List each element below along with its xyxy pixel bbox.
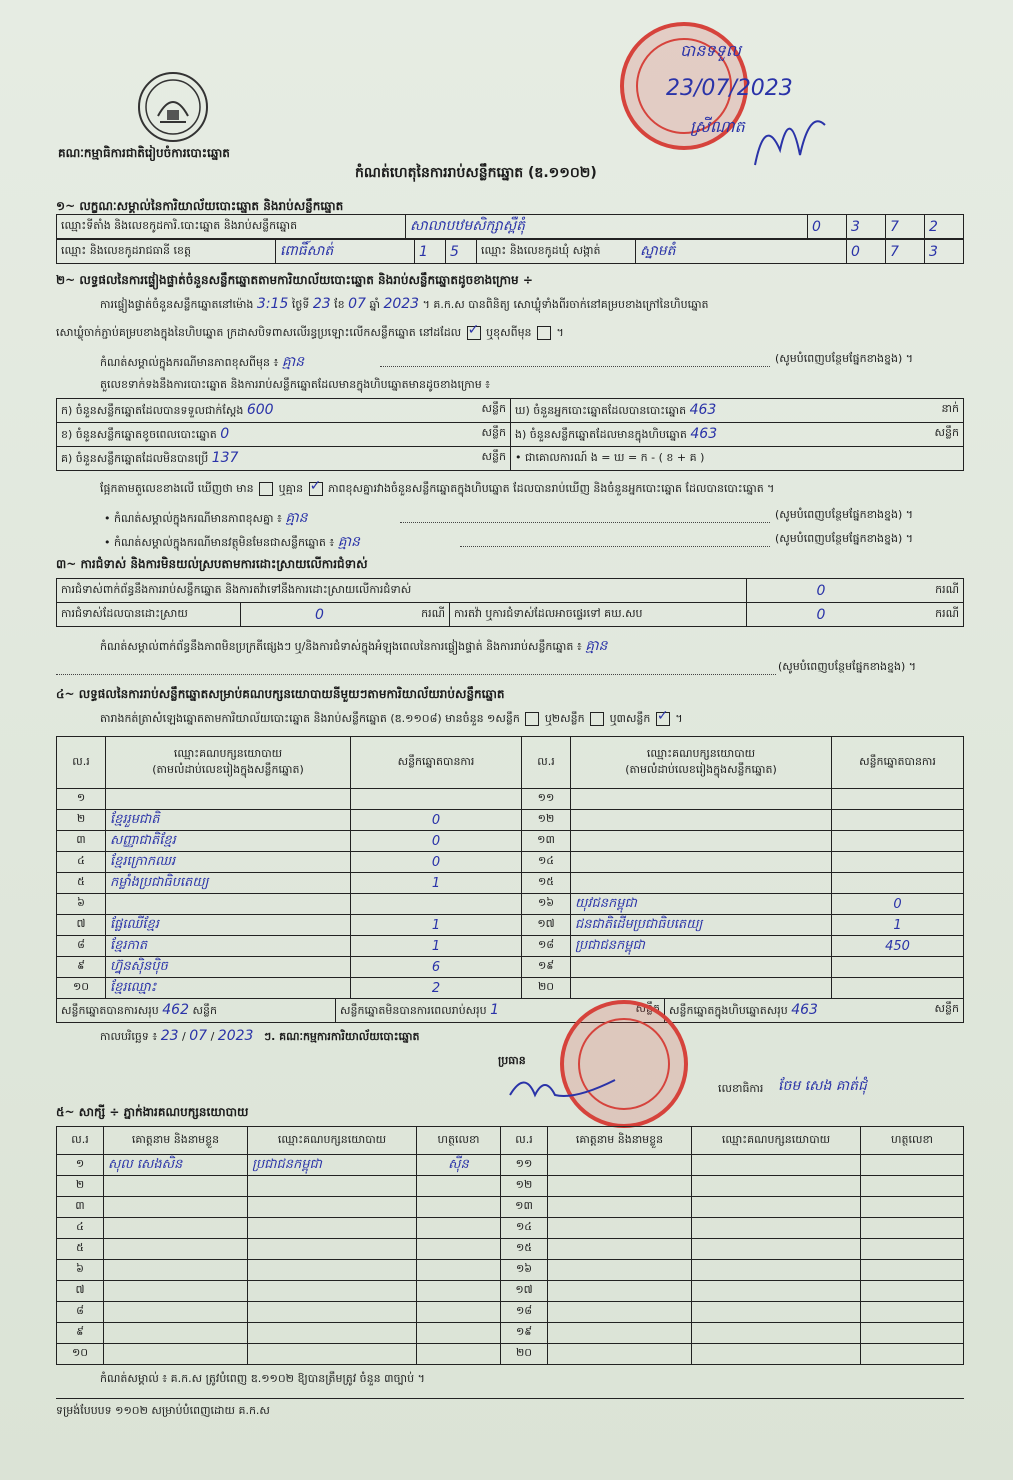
s5-footnote: កំណត់សម្គាល់ ៖ គ.ក.ស ត្រូវបំពេញ ឌ.១១០២ ឱ្យបានត្រឹមត្រូវ ចំនួន ៣ច្បាប់ ។ xyxy=(100,1372,425,1385)
witness-party xyxy=(248,1281,417,1302)
witness-party xyxy=(248,1260,417,1281)
witness-number: ១៩ xyxy=(501,1323,548,1344)
witness-party xyxy=(248,1218,417,1239)
witness-signature xyxy=(417,1197,501,1218)
s1-table-row2 xyxy=(56,239,964,264)
form-footer: ទម្រង់បែបបទ ១១០២ សម្រាប់បំពេញដោយ គ.ក.ស xyxy=(56,1404,270,1417)
receiver-signature xyxy=(745,95,835,175)
party-name: ហ្វ៊ុនស៊ិនប៉ិច xyxy=(106,957,351,978)
voters-count: 463 xyxy=(689,401,717,418)
witness-number: ៦ xyxy=(57,1260,104,1281)
check-day: 23 xyxy=(312,296,331,312)
unused-ballots: 137 xyxy=(211,449,239,466)
party-votes xyxy=(832,873,964,894)
s1-code-4: 2 xyxy=(925,215,964,239)
party-name: ផ្លែឈើខ្មែរ xyxy=(106,915,351,936)
figures-row: ក) ចំនួនសន្លឹកឆ្នោតដែលបានទទួលជាក់ស្តែង 600 សន្លឹក ឃ) ចំនួនអ្នកបោះឆ្នោតដែលបានបោះឆ្នោត 463 នាក់ xyxy=(57,399,964,423)
witness-number: ១៥ xyxy=(501,1239,548,1260)
result-row xyxy=(57,789,964,810)
party-number: ៥ xyxy=(57,873,106,894)
witness-number: ២ xyxy=(57,1176,104,1197)
witness-row xyxy=(57,1281,964,1302)
witness-number: ១២ xyxy=(501,1176,548,1197)
party-number: ២០ xyxy=(522,978,571,999)
s1-row1-label: ឈ្មោះទីតាំង និងលេខកូដការិ.បោះឆ្នោត និងរាប់សន្លឹកឆ្នោត xyxy=(57,215,406,239)
witness-row xyxy=(57,1260,964,1281)
party-votes xyxy=(832,852,964,873)
witness-party xyxy=(248,1197,417,1218)
witness-row xyxy=(57,1197,964,1218)
party-votes: 0 xyxy=(351,831,522,852)
party-number: ១៩ xyxy=(522,957,571,978)
witness-name xyxy=(104,1323,248,1344)
witness-party xyxy=(692,1281,861,1302)
witness-name xyxy=(548,1155,692,1176)
witness-party xyxy=(248,1323,417,1344)
emblem-icon xyxy=(140,74,206,140)
witness-party xyxy=(692,1197,861,1218)
s2-heading: ២~ លទ្ធផលនៃការផ្ទៀងផ្ទាត់ចំនួនសន្លឹកឆ្នោតតាមការិយាល័យបោះឆ្នោត និងរាប់សន្លឹកឆ្នោតដូចខាងក្រោម ÷ xyxy=(56,273,533,287)
witness-party xyxy=(692,1302,861,1323)
party-name: ខ្មែរឈ្មោះ xyxy=(106,978,351,999)
party-name xyxy=(106,894,351,915)
witness-signature xyxy=(861,1302,964,1323)
witness-signature xyxy=(417,1260,501,1281)
s4-results-table: ល.រ ឈ្មោះគណបក្សនយោបាយ (តាមលំដាប់លេខរៀងក្នុងសន្លឹកឆ្នោត) សន្លឹកឆ្នោតបានការ ល.រ ឈ្មោះគណបក្សនយោបាយ (តាមលំដាប់លេខរៀងក្នុងសន្លឹកឆ្នោត) សន្លឹកឆ្នោតបានការ ១ ១១ ២ ខ្មែររួមជាតិ 0 ១២ ៣ សញ្ញាជាតិខ្មែរ 0 ១៣ ៤ ខ្មែរក្រោកឈរ 0 ១៤ ៥ កម្លាំងប្រជាធិបតេយ្យ 1 ១៥ ៦ ១៦ យុវជនកម្ពុជា 0 ៧ ផ្លែឈើខ្មែរ 1 ១៧ ជនជាតិដើមប្រជាធិបតេយ្យ 1 ៨ ខ្មែរកាត 1 ១៨ ប្រជាជនកម្ពុជា 450 ៩ ហ្វ៊ុនស៊ិនប៉ិច 6 ១៩ ១០ ខ្មែរឈ្មោះ 2 ២០ xyxy=(56,736,964,999)
s1-row2-code2c: 3 xyxy=(925,240,964,264)
witness-signature xyxy=(861,1155,964,1176)
three-sheets-checkbox[interactable] xyxy=(656,712,670,726)
party-number: ៤ xyxy=(57,852,106,873)
party-votes: 1 xyxy=(351,936,522,957)
witness-number: ១៦ xyxy=(501,1260,548,1281)
witness-signature xyxy=(861,1281,964,1302)
s5-witness-table: ល.រ គោត្តនាម និងនាមខ្លួន ឈ្មោះគណបក្សនយោបាយ ហត្ថលេខា ល.រ គោត្តនាម និងនាមខ្លួន ឈ្មោះគណបក្សនយោបាយ ហត្ថលេខា ១ សុល សេងសិន ប្រជាជនកម្ពុជា ស៊ីន ១១ ២ ១២ ៣ ១៣ ៤ ១៤ ៥ ១៥ ៦ ១៦ ៧ ១៧ ៨ ១៨ ៩ ១៩ ១០ ២០ xyxy=(56,1126,964,1365)
s2-paragraph2: សោឃ្លុំចាក់ភ្ជាប់គម្របខាងក្នុងនៃហិបឆ្នោត ក្រដាសបិទពាសលើរន្ធប្រឡោះលើកសន្លឹកឆ្នោត នៅដដែល ✓ ឬខុសពីមុន ។ xyxy=(56,326,564,342)
two-sheets-checkbox[interactable] xyxy=(590,712,604,726)
party-name: សញ្ញាជាតិខ្មែរ xyxy=(106,831,351,852)
result-row xyxy=(57,831,964,852)
witness-number: ៤ xyxy=(57,1218,104,1239)
party-name: ខ្មែរក្រោកឈរ xyxy=(106,852,351,873)
party-number: ៣ xyxy=(57,831,106,852)
party-number: ១៥ xyxy=(522,873,571,894)
result-row xyxy=(57,894,964,915)
witness-party xyxy=(692,1323,861,1344)
different-checkbox[interactable] xyxy=(537,326,551,340)
witness-signature xyxy=(861,1239,964,1260)
party-name xyxy=(571,873,832,894)
party-number: ១៨ xyxy=(522,936,571,957)
total-invalid: 1 xyxy=(490,1001,500,1018)
party-number: ១១ xyxy=(522,789,571,810)
party-name: ខ្មែររួមជាតិ xyxy=(106,810,351,831)
s1-table xyxy=(56,214,964,239)
witness-name xyxy=(104,1260,248,1281)
party-votes xyxy=(832,810,964,831)
chair-label: ប្រធាន xyxy=(498,1054,526,1067)
witness-name xyxy=(548,1218,692,1239)
check-time: 3:15 xyxy=(256,296,289,312)
has-difference-checkbox[interactable] xyxy=(259,482,273,496)
witness-name xyxy=(548,1344,692,1365)
party-number: ៨ xyxy=(57,936,106,957)
s2-note3: • កំណត់សម្គាល់ក្នុងករណីមានវត្ថុមិនមែនជាសន្លឹកឆ្នោត ៖ គ្មាន xyxy=(104,534,360,550)
witness-row xyxy=(57,1155,964,1176)
witness-party xyxy=(248,1176,417,1197)
s1-code-2: 3 xyxy=(847,215,886,239)
party-votes: 2 xyxy=(351,978,522,999)
check-year: 2023 xyxy=(383,296,420,312)
witness-number: ១០ xyxy=(57,1344,104,1365)
party-votes: 1 xyxy=(832,915,964,936)
witness-signature xyxy=(417,1218,501,1239)
result-row xyxy=(57,810,964,831)
witness-party xyxy=(692,1176,861,1197)
party-name: ជនជាតិដើមប្រជាធិបតេយ្យ xyxy=(571,915,832,936)
party-name: ខ្មែរកាត xyxy=(106,936,351,957)
party-votes: 1 xyxy=(351,873,522,894)
party-name: យុវជនកម្ពុជា xyxy=(571,894,832,915)
witness-name xyxy=(548,1239,692,1260)
check-month: 07 xyxy=(348,296,366,312)
same-checkbox[interactable] xyxy=(467,326,481,340)
figures-row: គ) ចំនួនសន្លឹកឆ្នោតដែលមិនបានប្រើ 137 សន្លឹក • ជាគោលការណ៍ ង = ឃ = ក - ( ខ + គ ) xyxy=(57,447,964,471)
s1-row2-code2a: 0 xyxy=(847,240,886,264)
party-number: ១៦ xyxy=(522,894,571,915)
witness-signature xyxy=(417,1281,501,1302)
s1-row1-value: សាលាបឋមសិក្សាស្ពឺតុំ xyxy=(410,218,526,234)
received-label: បានទទួល xyxy=(680,41,741,60)
witness-name xyxy=(104,1302,248,1323)
s2-note1: កំណត់សម្គាល់ក្នុងករណីមានភាពខុសពីមុន ៖ គ្មាន xyxy=(100,354,305,370)
party-number: ១៧ xyxy=(522,915,571,936)
witness-name xyxy=(548,1176,692,1197)
secretary-signature: ចែម សេង គាត់ជុំ xyxy=(778,1078,867,1094)
ballots-in-box: 463 xyxy=(690,425,718,442)
witness-number: ៣ xyxy=(57,1197,104,1218)
received-name: ស្រីណាត xyxy=(690,117,745,136)
party-votes xyxy=(351,789,522,810)
witness-number: ៥ xyxy=(57,1239,104,1260)
party-votes: 1 xyxy=(351,915,522,936)
party-votes: 6 xyxy=(351,957,522,978)
witness-signature xyxy=(861,1218,964,1239)
party-name xyxy=(106,789,351,810)
s1-code-1: 0 xyxy=(808,215,847,239)
witness-name xyxy=(548,1302,692,1323)
s4-date: កាលបរិច្ឆេទ ៖ 23 / 07 / 2023 ៗ. គណៈកម្មការការិយាល័យបោះឆ្នោត xyxy=(100,1028,420,1044)
witness-party xyxy=(248,1344,417,1365)
witness-row xyxy=(57,1302,964,1323)
witness-name xyxy=(548,1323,692,1344)
party-name: ប្រជាជនកម្ពុជា xyxy=(571,936,832,957)
form-title: កំណត់ហេតុនៃការរាប់សន្លឹកឆ្នោត (ឌ.១១០២) xyxy=(355,165,597,181)
spoiled-ballots: 0 xyxy=(220,425,230,442)
witness-name xyxy=(104,1218,248,1239)
party-votes xyxy=(832,789,964,810)
witness-number: ១៨ xyxy=(501,1302,548,1323)
chair-signature xyxy=(505,1065,625,1110)
party-number: ៩ xyxy=(57,957,106,978)
witness-row xyxy=(57,1344,964,1365)
total-in-box: 463 xyxy=(791,1001,818,1018)
secretary-label: លេខាធិការ xyxy=(718,1082,764,1095)
party-name xyxy=(571,810,832,831)
no-difference-checkbox[interactable] xyxy=(309,482,323,496)
party-name xyxy=(571,957,832,978)
witness-party xyxy=(248,1302,417,1323)
party-votes: 0 xyxy=(832,894,964,915)
party-votes: 450 xyxy=(832,936,964,957)
witness-signature xyxy=(417,1239,501,1260)
s2-note3-value: គ្មាន xyxy=(337,534,360,550)
witness-number: ១ xyxy=(57,1155,104,1176)
witness-number: ១១ xyxy=(501,1155,548,1176)
s2-note2-value: គ្មាន xyxy=(285,510,308,526)
party-number: ២ xyxy=(57,810,106,831)
received-ballots: 600 xyxy=(246,401,274,418)
party-number: ១ xyxy=(57,789,106,810)
s2-paragraph4: ផ្អែកតាមតួលេខខាងលើ ឃើញថា មាន ឬគ្មាន ✓ ភាពខុសគ្នារវាងចំនួនសន្លឹកឆ្នោតក្នុងហិបឆ្នោត ដែលបានរាប់ឃើញ និងចំនួនអ្នកបោះឆ្នោត ដែលបានបោះឆ្នោត ។ xyxy=(100,482,774,498)
witness-signature xyxy=(417,1344,501,1365)
witness-name xyxy=(104,1344,248,1365)
witness-number: ១៣ xyxy=(501,1197,548,1218)
witness-name xyxy=(548,1281,692,1302)
witness-signature xyxy=(861,1260,964,1281)
s4-totals: សន្លឹកឆ្នោតបានការសរុប 462 សន្លឹក សន្លឹកឆ្នោតមិនបានការពេលរាប់សរុប 1 សន្លឹក សន្លឹកឆ្នោតក្នុងហិបឆ្នោតសរុប 463 សន្លឹក xyxy=(56,998,964,1023)
referred-count: 0 xyxy=(747,603,896,627)
witness-row xyxy=(57,1323,964,1344)
witness-row xyxy=(57,1218,964,1239)
witness-signature: ស៊ីន xyxy=(417,1155,501,1176)
witness-number: ២០ xyxy=(501,1344,548,1365)
witness-signature xyxy=(417,1176,501,1197)
s1-row2-value1: ពោធិ៍សាត់ xyxy=(276,240,415,264)
form-page: គណៈកម្មាធិការជាតិរៀបចំការបោះឆ្នោត កំណត់ហេតុនៃការរាប់សន្លឹកឆ្នោត (ឌ.១១០២) បានទទួល 23/07/2023 ស្រីណាត ១~ លក្ខណៈសម្គាល់នៃការិយាល័យបោះឆ្នោត និងរាប់សន្លឹកឆ្នោត ឈ្មោះទីតាំង និងលេខកូដការិ.បោះឆ្នោត និងរាប់សន្លឹកឆ្នោត សាលាបឋមសិក្សាស្ពឺតុំ 0 3 7 2 ឈ្មោះ និងលេខកូដរាជធានី ខេត្ត ពោធិ៍សាត់ 1 5 ឈ្មោះ និងលេខកូដឃុំ សង្កាត់ ស្នាមតំ 0 7 3 ២~ លទ្ធផលនៃការផ្ទៀងផ្ទាត់ចំនួនសន្លឹកឆ្នោតតាមការិយាល័យបោះឆ្នោត និងរាប់សន្លឹកឆ្នោតដូចខាងក្រោម ÷ ការផ្ទៀងផ្ទាត់ចំនួនសន្លឹកឆ្នោតនៅម៉ោង 3:15 ថ្ងៃទី 23 ខែ 07 ឆ្នាំ 2023 ។ គ.ក.ស បានពិនិត្យ សោឃ្លុំទាំងពីរចាក់នៅគម្របខាងក្រៅនៃហិបឆ្នោត សោឃ្លុំចាក់ភ្ជាប់គម្របខាងក្នុងនៃហិបឆ្នោត ក្រដាសបិទពាសលើរន្ធប្រឡោះលើកសន្លឹកឆ្នោត នៅដដែល ✓ ឬខុសពីមុន ។ កំណត់សម្គាល់ក្នុងករណីមានភាពខុសពីមុន ៖ គ្មាន (សូមបំពេញបន្ថែមផ្នែកខាងខ្នង) ។ តួលេខទាក់ទងនឹងការបោះឆ្នោត និងការរាប់សន្លឹកឆ្នោតដែលមានក្នុងហិបឆ្នោតមានដូចខាងក្រោម ៖ ក) ចំនួនសន្លឹកឆ្នោតដែលបានទទួលជាក់ស្តែង 600 សន្លឹក ឃ) ចំនួនអ្នកបោះឆ្នោតដែលបានបោះឆ្នោត 463 នាក់ ខ) ចំនួនសន្លឹកឆ្នោតខូចពេលបោះឆ្នោត 0 សន្លឹក ង) ចំនួនសន្លឹកឆ្នោតដែលមានក្នុងហិបឆ្នោត 463 សន្លឹក គ) ចំនួនសន្លឹកឆ្នោតដែលមិនបានប្រើ 137 សន្លឹក • ជាគោលការណ៍ ង = ឃ = ក - ( ខ + គ ) ផ្អែកតាមតួលេខខាងលើ ឃើញថា មាន ឬគ្មាន ✓ ភាពខុសគ្នារវាងចំនួនសន្លឹកឆ្នោតក្នុងហិបឆ្នោត ដែលបានរាប់ឃើញ និងចំនួនអ្នកបោះឆ្នោត ដែលបានបោះឆ្នោត ។ • កំណត់សម្គាល់ក្នុងករណីមានភាពខុសគ្នា ៖ គ្មាន (សូមបំពេញបន្ថែមផ្នែកខាងខ្នង) ។ • កំណត់សម្គាល់ក្នុងករណីមានវត្ថុមិនមែនជាសន្លឹកឆ្នោត ៖ គ្មាន (សូមបំពេញបន្ថែមផ្នែកខាងខ្នង) ។ ៣~ ការជំទាស់ និងការមិនយល់ស្របតាមការដោះស្រាយលើការជំទាស់ ការជំទាស់ពាក់ព័ន្ធនឹងការរាប់សន្លឹកឆ្នោត និងការតវ៉ាទៅនឹងការដោះស្រាយលើការជំទាស់ 0 ករណី ការជំទាស់ដែលបានដោះស្រាយ 0 ករណី ការតវ៉ា ឬការជំទាស់ដែលអាចផ្ទេរទៅ គឃ.សប 0 ករណី កំណត់សម្គាល់ពាក់ព័ន្ធនឹងភាពមិនប្រក្រតីផ្សេងៗ ឬ/និងការជំទាស់ក្នុងអំឡុងពេលនៃការផ្ទៀងផ្ទាត់ និងការរាប់សន្លឹកឆ្នោត ៖ គ្មាន (សូមបំពេញបន្ថែមផ្នែកខាងខ្នង) ។ ៤~ លទ្ធផលនៃការរាប់សន្លឹកឆ្នោតសម្រាប់គណបក្សនយោបាយនីមួយៗតាមការិយាល័យរាប់សន្លឹកឆ្នោត តារាងកត់ត្រាសំឡេងឆ្នោតតាមការិយាល័យបោះឆ្នោត និងរាប់សន្លឹកឆ្នោត (ឌ.១១០៨) មានចំនួន ១សន្លឹក ឬ២សន្លឹក ឬ៣សន្លឹក ✓ ។ ល.រ ឈ្មោះគណបក្សនយោបាយ (តាមលំដាប់លេខរៀងក្នុងសន្លឹកឆ្នោត) សន្លឹកឆ្នោតបានការ ល.រ ឈ្មោះគណបក្សនយោបាយ (តាមលំដាប់លេខរៀងក្នុងសន្លឹកឆ្នោត) សន្លឹកឆ្នោតបានការ ១ ១១ ២ ខ្មែររួមជាតិ 0 ១២ ៣ សញ្ញាជាតិខ្មែរ 0 ១៣ ៤ ខ្មែរក្រោកឈរ 0 ១៤ ៥ កម្លាំងប្រជាធិបតេយ្យ 1 ១៥ ៦ ១៦ យុវជនកម្ពុជា 0 ៧ ផ្លែឈើខ្មែរ 1 ១៧ ជនជាតិដើមប្រជាធិបតេយ្យ 1 ៨ ខ្មែរកាត 1 ១៨ ប្រជាជនកម្ពុជា 450 ៩ ហ្វ៊ុនស៊ិនប៉ិច 6 ១៩ ១០ ខ្មែរឈ្មោះ 2 ២០ សន្លឹកឆ្នោតបានការសរុប 462 សន្លឹក សន្លឹកឆ្នោតមិនបានការពេលរាប់សរុប 1 សន្លឹក សន្លឹកឆ្នោតក្នុងហិបឆ្នោតសរុប 463 សន្លឹក កាលបរិច្ឆេទ ៖ 23 / 07 / 2023 ៗ. គណៈកម្មការការិយាល័យបោះឆ្នោត ប្រធាន លេខាធិការ ចែម សេង គាត់ជុំ ៥~ សាក្សី ÷ ភ្នាក់ងារគណបក្សនយោបាយ ល.រ គោត្តនាម និងនាមខ្លួន ឈ្មោះគណបក្សនយោបាយ ហត្ថលេខា ល.រ គោត្តនាម និងនាមខ្លួន ឈ្មោះគណបក្សនយោបាយ ហត្ថលេខា ១ សុល សេងសិន ប្រជាជនកម្ពុជា ស៊ីន ១១ ២ ១២ ៣ ១៣ ៤ ១៤ ៥ ១៥ ៦ ១៦ ៧ ១៧ ៨ ១៨ ៩ ១៩ ១០ ២០ កំណត់សម្គាល់ ៖ គ.ក.ស ត្រូវបំពេញ ឌ.១១០២ ឱ្យបានត្រឹមត្រូវ ចំនួន ៣ច្បាប់ ។ ទម្រង់បែបបទ ១១០២ សម្រាប់បំពេញដោយ គ.ក.ស xyxy=(0,0,1013,1480)
party-number: ១៤ xyxy=(522,852,571,873)
witness-name xyxy=(104,1239,248,1260)
s1-row2-label1: ឈ្មោះ និងលេខកូដរាជធានី ខេត្ត xyxy=(57,240,276,264)
witness-signature xyxy=(417,1323,501,1344)
one-sheet-checkbox[interactable] xyxy=(525,712,539,726)
s2-note1-value: គ្មាន xyxy=(281,354,305,370)
witness-number: ១៧ xyxy=(501,1281,548,1302)
result-row xyxy=(57,852,964,873)
s2-figures-table xyxy=(56,398,964,471)
witness-name xyxy=(104,1281,248,1302)
s1-row2-code2b: 7 xyxy=(886,240,925,264)
org-name: គណៈកម្មាធិការជាតិរៀបចំការបោះឆ្នោត xyxy=(58,146,230,160)
party-name: កម្លាំងប្រជាធិបតេយ្យ xyxy=(106,873,351,894)
witness-party xyxy=(692,1260,861,1281)
s3-heading: ៣~ ការជំទាស់ និងការមិនយល់ស្របតាមការដោះស្រាយលើការជំទាស់ xyxy=(56,557,368,571)
result-row xyxy=(57,957,964,978)
witness-party xyxy=(248,1239,417,1260)
s3-note-value: គ្មាន xyxy=(585,638,608,654)
s1-row2-label2: ឈ្មោះ និងលេខកូដឃុំ សង្កាត់ xyxy=(477,240,636,264)
party-votes xyxy=(351,894,522,915)
party-name xyxy=(571,852,832,873)
result-row xyxy=(57,936,964,957)
s2-paragraph3: តួលេខទាក់ទងនឹងការបោះឆ្នោត និងការរាប់សន្លឹកឆ្នោតដែលមានក្នុងហិបឆ្នោតមានដូចខាងក្រោម ៖ xyxy=(100,378,491,391)
party-votes xyxy=(832,831,964,852)
nec-logo xyxy=(138,72,208,142)
party-votes: 0 xyxy=(351,810,522,831)
witness-number: ១៤ xyxy=(501,1218,548,1239)
party-number: ៧ xyxy=(57,915,106,936)
total-valid: 462 xyxy=(162,1001,189,1018)
party-votes xyxy=(832,957,964,978)
party-votes xyxy=(832,978,964,999)
s1-row2-code1a: 1 xyxy=(415,240,446,264)
party-name xyxy=(571,831,832,852)
witness-signature xyxy=(417,1302,501,1323)
s3-note: កំណត់សម្គាល់ពាក់ព័ន្ធនឹងភាពមិនប្រក្រតីផ្សេងៗ ឬ/និងការជំទាស់ក្នុងអំឡុងពេលនៃការផ្ទៀងផ្ទាត់ និងការរាប់សន្លឹកឆ្នោត ៖ គ្មាន xyxy=(100,638,608,654)
s1-row2-code1b: 5 xyxy=(446,240,477,264)
s1-code-3: 7 xyxy=(886,215,925,239)
result-row xyxy=(57,915,964,936)
objections-count: 0 xyxy=(747,579,896,603)
witness-row xyxy=(57,1239,964,1260)
witness-party xyxy=(692,1155,861,1176)
witness-signature xyxy=(861,1344,964,1365)
party-name xyxy=(571,978,832,999)
received-date: 23/07/2023 xyxy=(666,76,793,101)
witness-party xyxy=(692,1344,861,1365)
party-number: ១០ xyxy=(57,978,106,999)
s4-heading: ៤~ លទ្ធផលនៃការរាប់សន្លឹកឆ្នោតសម្រាប់គណបក្សនយោបាយនីមួយៗតាមការិយាល័យរាប់សន្លឹកឆ្នោត xyxy=(56,687,505,701)
witness-name xyxy=(104,1176,248,1197)
party-number: ១២ xyxy=(522,810,571,831)
s2-note2: • កំណត់សម្គាល់ក្នុងករណីមានភាពខុសគ្នា ៖ គ្មាន xyxy=(104,510,308,526)
witness-party: ប្រជាជនកម្ពុជា xyxy=(248,1155,417,1176)
witness-signature xyxy=(861,1176,964,1197)
resolved-count: 0 xyxy=(315,606,324,623)
figures-row: ខ) ចំនួនសន្លឹកឆ្នោតខូចពេលបោះឆ្នោត 0 សន្លឹក ង) ចំនួនសន្លឹកឆ្នោតដែលមានក្នុងហិបឆ្នោត 463 សន្លឹក xyxy=(57,423,964,447)
witness-row xyxy=(57,1176,964,1197)
witness-signature xyxy=(861,1323,964,1344)
party-number: ៦ xyxy=(57,894,106,915)
witness-number: ៩ xyxy=(57,1323,104,1344)
witness-signature xyxy=(861,1197,964,1218)
s1-heading: ១~ លក្ខណៈសម្គាល់នៃការិយាល័យបោះឆ្នោត និងរាប់សន្លឹកឆ្នោត xyxy=(56,199,344,213)
witness-name xyxy=(548,1260,692,1281)
s1-row2-value2: ស្នាមតំ xyxy=(636,240,847,264)
party-number: ១៣ xyxy=(522,831,571,852)
s3-table: ការជំទាស់ពាក់ព័ន្ធនឹងការរាប់សន្លឹកឆ្នោត និងការតវ៉ាទៅនឹងការដោះស្រាយលើការជំទាស់ 0 ករណី ការជំទាស់ដែលបានដោះស្រាយ 0 ករណី ការតវ៉ា ឬការជំទាស់ដែលអាចផ្ទេរទៅ គឃ.សប 0 ករណី xyxy=(56,578,964,627)
witness-party xyxy=(692,1239,861,1260)
s5-heading: ៥~ សាក្សី ÷ ភ្នាក់ងារគណបក្សនយោបាយ xyxy=(56,1105,249,1119)
witness-number: ៨ xyxy=(57,1302,104,1323)
result-row xyxy=(57,873,964,894)
witness-name xyxy=(104,1197,248,1218)
s4-intro: តារាងកត់ត្រាសំឡេងឆ្នោតតាមការិយាល័យបោះឆ្នោត និងរាប់សន្លឹកឆ្នោត (ឌ.១១០៨) មានចំនួន ១សន្លឹក ឬ២សន្លឹក ឬ៣សន្លឹក ✓ ។ xyxy=(100,712,683,728)
party-name xyxy=(571,789,832,810)
witness-name xyxy=(548,1197,692,1218)
witness-party xyxy=(692,1218,861,1239)
party-votes: 0 xyxy=(351,852,522,873)
result-row xyxy=(57,978,964,999)
s2-paragraph1: ការផ្ទៀងផ្ទាត់ចំនួនសន្លឹកឆ្នោតនៅម៉ោង 3:15 ថ្ងៃទី 23 ខែ 07 ឆ្នាំ 2023 ។ គ.ក.ស បានពិនិត្យ សោឃ្លុំទាំងពីរចាក់នៅគម្របខាងក្រៅនៃហិបឆ្នោត xyxy=(100,296,709,312)
witness-number: ៧ xyxy=(57,1281,104,1302)
witness-name: សុល សេងសិន xyxy=(104,1155,248,1176)
